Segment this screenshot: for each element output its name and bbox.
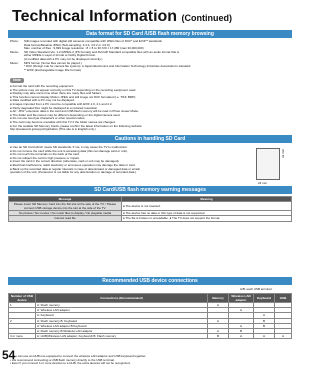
cautions-heading: Cautions in handling SD Card [8,135,292,143]
caution-item: ● Insert the card in the correct direction (otherwise, card or unit may be damaged). [10,160,120,164]
spec-key [10,69,24,73]
spec-value: (A modified data with a PC may not be displayed correctly.) [24,56,103,61]
usb-legend: A/B: each USB terminal [240,287,272,291]
spec-value: ** EXIF (Exchangeable Image File Format) [24,67,81,72]
note-item: ● The card may become unusable with this TV if the folder names are changed. [10,120,116,124]
spec-key: Photo: [10,39,19,43]
note-item: ● Format the card with the recording equipment. [10,85,75,88]
usb-kb-cell: B [254,318,275,323]
usb-wlan-cell: B [229,328,254,333]
caution-item: ● Electrical interference, static electricity or erroneous operation may damage the data or card. [10,163,136,167]
col-kb: Keyboard [254,294,275,303]
message-meaning: ● The device is not inserted. [122,202,292,211]
data-format-spec [10,40,292,72]
card-width-label: 24 mm [258,181,268,185]
usb-mem-cell: A [208,303,229,308]
usb-count: 2 [9,318,36,323]
usb-wlan-cell: A [229,334,254,339]
message-row [9,216,292,221]
usb-mem-cell: A [208,318,229,323]
message-text: Please insert SD Memory Card into the SD slot at the side of the TV. / Please connect USB storage device into the slot at the side of the TV. [9,202,122,211]
note-item: ● Data modified with a PC may not be displayed. [10,99,75,103]
spec-value: either MPEG-1 Layer-2 format or Dolby Digital format. [24,53,96,58]
usb-footnote: • Even if you connect it or more devices to a HUB, the extra devices will not be recognized. [10,361,131,366]
data-format-heading: Data format for SD Card /USB flash memory browsing [8,30,292,38]
note-item: ● The folder and file names may be different depending on the digital camera used. [10,113,121,117]
usb-footnote: • We recommend connecting a USB flash memory directly to the USB terminal. [10,357,115,362]
spec-value: Max. number of files : 9,999 Image resolution : 8 × 8 to 30,720 × 17,280 (max 30,000,000) [24,46,144,51]
note-item: ● Images imported from a PC must be compatible with EXIF 2.0, 2.1 and 2.2. [10,102,113,106]
usb-kb-cell: B [254,323,275,328]
note-item: ● For the suitable SD Memory Cards, please confirm the latest information on the following website: [10,124,143,128]
spec-value: * DCF (Design rule for camera file system): A Japan Electronics and Information Technology Industries Association's standard [24,64,191,69]
usb-hub-cell: A [275,334,292,339]
page-title: Technical Information (Continued) [12,8,232,25]
col-meaning: Meaning [122,197,292,202]
note-item: ● All ".JPG" extension data in the card and USB flash memory will be read in Photo viewer Mode. [10,110,139,114]
usb-connection: A: Flash memory [36,303,208,308]
usb-count: 1 [9,303,36,308]
message-row [9,202,292,211]
usb-connection: A: Wireless LAN adaptor [36,308,208,313]
note-item: ● This function cannot display Motion JPEG and still image not DCF formatted (i.e. TIFF, BMP). [10,95,137,99]
caution-item: ● Do not remove the card while the unit is accessing data (this can damage card or unit). [10,149,128,153]
notes-list [10,85,292,132]
col-message: Message [9,197,122,202]
message-meaning: ● The file is broken or unreadable. ● The TV does not support the format. [122,216,292,221]
col-conn: Connections (Recommended) [36,294,208,303]
caution-item: operation of the unit. (Panasonic is not liable for any deterioration or damage of recorded data.) [10,171,137,175]
usb-count: 3 or more [9,334,36,339]
spec-value: MP3 format. (Some files cannot be played.) [24,60,82,65]
usb-table [8,293,292,339]
caution-item: ● Do not subject the card to high pressure or impact. [10,156,80,160]
sd-card-illustration [256,148,280,180]
usb-wlan-cell: A [229,323,254,328]
col-num: Number of USB device [9,294,36,303]
usb-wlan-cell: A [229,308,254,313]
spec-value: Data format-Baseline JPEG (Sub-sampling: 4:4:4, 4:2:2 or 4:2:0) [24,42,110,47]
usb-mem-cell: B [208,334,229,339]
col-wlan: Wireless LAN adaptor [229,294,254,303]
note-item: ● Partly degraded files might be displayed at a reduced resolution. [10,106,99,110]
cautions-list [10,146,250,175]
usb-kb-cell: A [254,334,275,339]
col-hub: HUB [275,294,292,303]
usb-heading: Recommended USB device connections [8,277,292,285]
message-text: Cannot read file [9,216,122,221]
note-badge: Note [10,78,24,83]
message-text: No photos / No movies / No music files to display / No playable media [9,211,122,216]
spec-key: Music: [10,60,19,65]
usb-footnote: • You can use an HUB one equipped to connect the wireless LAN adaptor and USB keyboard together. [10,354,147,358]
page-number: 54 [2,348,16,362]
spec-value: Still images recorded with digital still cameras compatible with JPEG files of DCF* and EXIF** standards [24,39,162,43]
usb-row [9,334,292,339]
col-mem: Memory [208,294,229,303]
card-height-label: 32 mm [281,148,285,158]
usb-footnotes [10,355,292,366]
usb-connection: A: Flash memory B: Keyboard [36,318,208,323]
usb-connection: A: Keyboard [36,313,208,318]
caution-item: ● Use an SD Card which meets SD standards. If not, it may cause the TV to malfunction. [10,146,128,149]
usb-connection: A: HUB(Wireless LAN adaptor, Keyboard) B: Flash memory [36,334,208,339]
usb-connection: A: Wireless LAN adaptor B:Keyboard [36,323,208,328]
spec-key: Movie: [10,49,19,54]
note-item: ● Do not use two-byte characters or other special codes. [10,117,86,121]
note-item: ● Display may take some time when there are many files and folders. [10,92,102,96]
caution-item: ● Do not touch the terminals on the back of the card. [10,153,80,157]
usb-connection: A: Flash memory B:Wireless LAN adaptor [36,328,208,333]
usb-kb-cell: A [254,313,275,318]
spec-row [10,69,292,73]
warning-messages-table [8,196,292,222]
message-meaning: ● The device has no data or this type of data is not supported. [122,211,292,216]
warning-messages-heading: SD Card/USB flash memory warning messages [8,186,292,194]
note-item: ● The picture may not appear correctly on this TV depending on the recording equipment used. [10,88,137,92]
caution-item: ● Back up the recorded data at regular intervals in case of deteriorated or damaged data or erratic [10,167,141,171]
usb-mem-cell: A [208,328,229,333]
spec-value: SD Video Standard Ver. 1.2 (MPEG-2 (PS format)) and AVCHD Standard compatible files with an audio format that is [24,49,180,54]
note-item: http://panasonic.jp/support/global/cs (This site is in English only.) [10,128,96,132]
